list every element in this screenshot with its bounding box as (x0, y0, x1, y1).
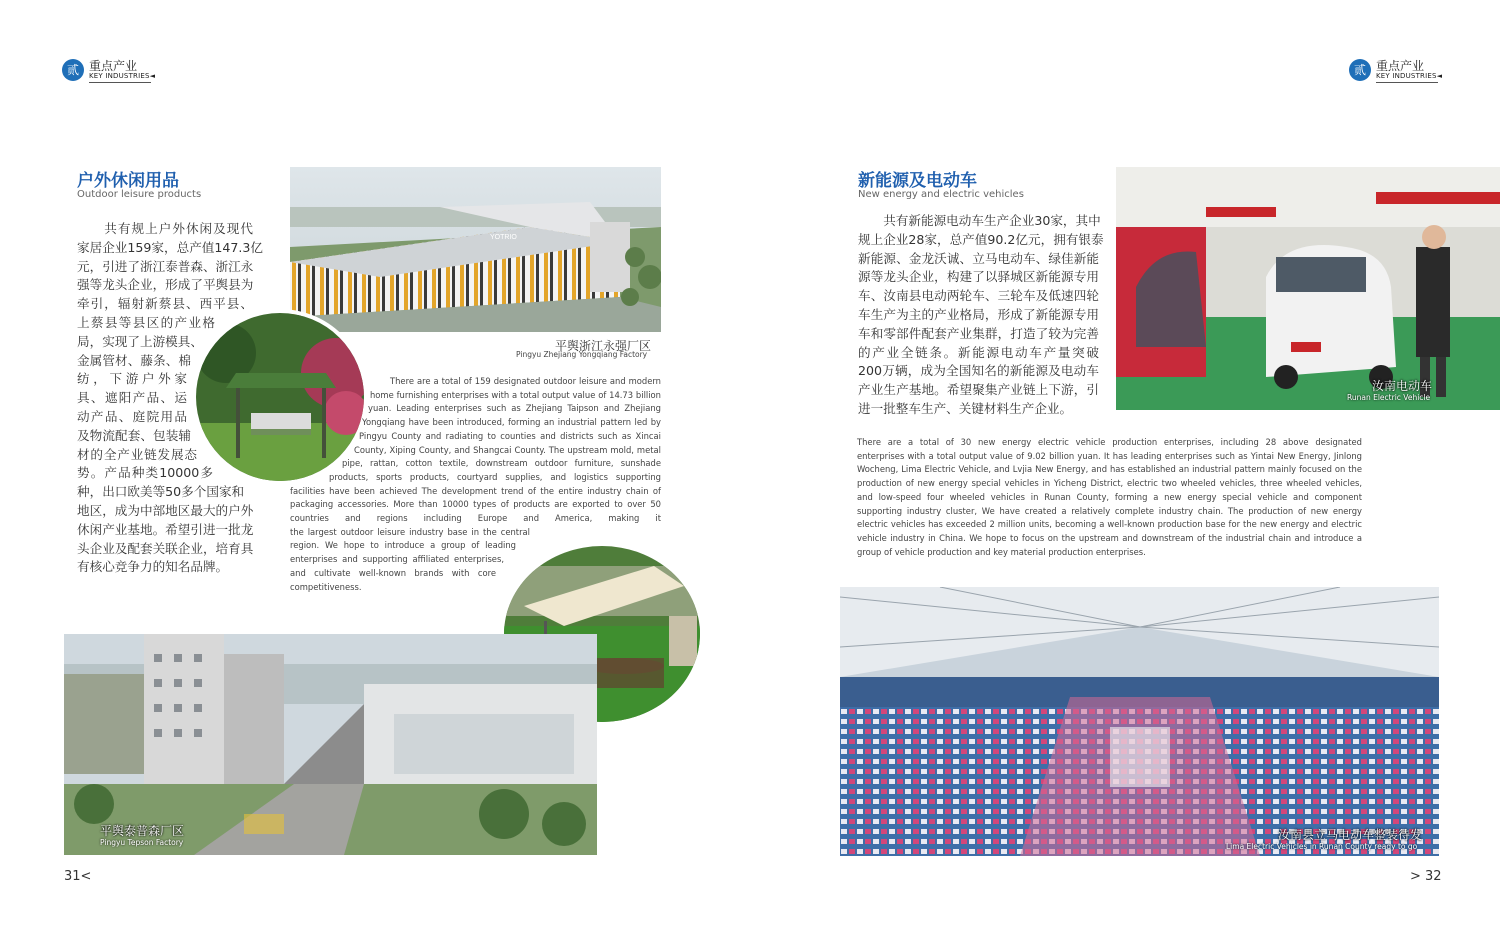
outdoor-chinese-line: 强等龙头企业，形成了平舆县为 (77, 277, 254, 293)
ev-english-line: Wocheng, Lima Electric Vehicle, and Lvjia New Energy, and has established an industrial pattern mainly focused on the (857, 464, 1362, 475)
ev-chinese-line: 200万辆，成为全国知名的新能源及电动车 (858, 363, 1099, 379)
ev-english-line: production of new energy special vehicles in Yicheng District, electric two wheeled vehicles, three wheeled vehicles, (857, 478, 1362, 489)
outdoor-chinese-line: 局，实现了上游模具、 (77, 333, 203, 349)
outdoor-chinese-line: 元，引进了浙江泰普森、浙江永 (77, 258, 254, 274)
runan-ev-image (1116, 167, 1500, 410)
caption-runan-ev-en: Runan Electric Vehicle (1347, 393, 1431, 402)
ev-chinese-line: 源等龙头企业，构建了以驿城区新能源专用 (858, 269, 1099, 285)
outdoor-chinese-line: 及物流配套、包装辅 (77, 427, 191, 443)
caption-tepson-en: Pingyu Tepson Factory (100, 838, 184, 847)
section-subtitle-outdoor: Outdoor leisure products (77, 189, 202, 200)
outdoor-chinese-line: 材的全产业链发展态 (77, 446, 197, 462)
ev-english-line: enterprises with a total output value of 9.02 billion yuan. It has leading enterprises such as Yintai New Energy, Jinlong (857, 450, 1362, 461)
page-number-right: > 32 (1410, 869, 1442, 884)
ev-chinese-line: 车生产为主的产业格局，形成了新能源专用 (858, 306, 1099, 322)
outdoor-chinese-line: 头企业及配套关联企业，培育具 (77, 540, 254, 556)
outdoor-english-line: home furnishing enterprises with a total output value of 14.73 billion (370, 389, 661, 400)
outdoor-chinese-line: 金属管材、藤条、棉 (77, 352, 191, 368)
ev-chinese-line: 车、汝南县电动两轮车、三轮车及低速四轮 (858, 288, 1099, 304)
outdoor-chinese-line: 地区，成为中部地区最大的户外 (77, 502, 254, 518)
header-subtitle-right: KEY INDUSTRIES◄ (1376, 72, 1443, 80)
caption-yongqiang-zh: 平舆浙江永强厂区 (555, 339, 652, 353)
photo-lima-factory (840, 587, 1439, 856)
caption-yongqiang-en: Pingyu Zhejiang Yongqiang Factory (516, 350, 648, 359)
section-subtitle-ev: New energy and electric vehicles (858, 189, 1024, 200)
ev-chinese-line: 车和零部件配套产业集群，打造了较为完善 (858, 325, 1099, 341)
outdoor-chinese-line: 牵引，辐射新蔡县、西平县、 (77, 296, 253, 312)
outdoor-english-line: enterprises and supporting affiliated enterprises, (290, 554, 504, 565)
lima-factory-image (840, 587, 1439, 856)
factory-aerial-image (290, 167, 661, 332)
ev-english-line: electric vehicles has exceeded 2 million units, becoming a well-known production base for the new energy and electric (857, 519, 1362, 530)
outdoor-english-line: There are a total of 159 designated outdoor leisure and modern (390, 376, 661, 386)
outdoor-english-line: packaging accessories. More than 10000 types of products are exported to over 50 (290, 499, 661, 510)
outdoor-chinese-line: 上蔡县等县区的产业格 (77, 314, 215, 330)
ev-chinese-paragraph (858, 212, 1104, 419)
outdoor-chinese-line: 种，出口欧美等50多个国家和 (77, 484, 245, 500)
ev-chinese-line: 产业生产基地。希望聚集产业链上下游，引 (858, 382, 1099, 398)
outdoor-english-line: and cultivate well-known brands with core (290, 567, 496, 578)
factory-sign-text: YOTRIO (490, 234, 517, 241)
ev-english-line: supporting industry cluster, We have created a relatively complete industry chain. The production of new energy (857, 505, 1362, 516)
outdoor-english-line: yuan. Leading enterprises such as Zhejiang Taipson and Zhejiang (368, 403, 661, 414)
photo-yongqiang-factory (290, 167, 661, 332)
caption-runan-ev-zh: 汝南电动车 (1372, 379, 1433, 393)
outdoor-english-line: the largest outdoor leisure industry base in the central (290, 526, 530, 537)
header-subtitle: KEY INDUSTRIES◄ (89, 72, 156, 80)
outdoor-chinese-line: 共有规上户外休闲及现代 (77, 221, 253, 236)
photo-runan-ev (1116, 167, 1500, 410)
header-underline (89, 82, 151, 83)
header-badge: 贰 (62, 59, 84, 81)
section-title-outdoor: 户外休闲用品 (77, 171, 179, 191)
outdoor-chinese-line: 休闲产业基地。希望引进一批龙 (77, 521, 254, 537)
header-title: 重点产业 (89, 59, 138, 73)
ev-english-line: vehicle industry in China. We hope to focus on the upstream and downstream of the industrial chain and introduce a (857, 532, 1362, 543)
outdoor-english-line: pipe, rattan, cotton textile, downstream outdoor furniture, sunshade (342, 458, 661, 469)
outdoor-english-line: Yongqiang have been introduced, forming an industrial pattern led by (362, 417, 661, 428)
ev-english-paragraph (857, 436, 1362, 559)
outdoor-english-line: County, Xiping County, and Shangcai County. The upstream mold, metal (354, 444, 661, 455)
page-number-left: 31< (64, 869, 92, 884)
ev-english-line: There are a total of 30 new energy electric vehicle production enterprises, including 28 above designated (857, 437, 1362, 447)
ev-chinese-line: 新能源、金龙沃诚、立马电动车、绿佳新能 (858, 250, 1099, 266)
ev-english-line: group of vehicle production and key material production enterprises. (857, 546, 1146, 557)
outdoor-chinese-line: 具、遮阳产品、运 (77, 390, 187, 406)
ev-chinese-line: 的产业全链条。新能源电动车产量突破 (858, 344, 1099, 360)
header-underline-right (1376, 82, 1438, 83)
caption-lima-zh: 汝南县立马电动车整装待发 (1278, 828, 1423, 842)
outdoor-english-line: Pingyu County and radiating to counties and districts such as Xincai (359, 430, 661, 441)
outdoor-english-line: products, sports products, courtyard supplies, and logistics supporting (329, 471, 661, 482)
ev-chinese-line: 进一批整车生产、关键材料生产企业。 (858, 400, 1073, 416)
outdoor-english-line: facilities have been achieved The development trend of the entire industry chain of (290, 485, 661, 496)
header-title-right: 重点产业 (1376, 59, 1425, 73)
outdoor-english-line: competitiveness. (290, 581, 362, 592)
outdoor-chinese-line: 势。产品种类10000多 (77, 465, 213, 481)
outdoor-chinese-line: 纺，下游户外家 (77, 371, 187, 387)
outdoor-chinese-line: 有核心竞争力的知名品牌。 (77, 559, 229, 575)
caption-lima-en: Lima Electric Vehicles in Runan County ready to go (1226, 842, 1418, 851)
outdoor-chinese-line: 动产品、庭院用品 (77, 408, 187, 424)
header-badge-right: 贰 (1349, 59, 1371, 81)
outdoor-english-line: countries and regions including Europe and America, making it (290, 513, 661, 524)
caption-tepson-zh: 平舆泰普森厂区 (100, 824, 185, 838)
ev-chinese-line: 共有新能源电动车生产企业30家，其中 (858, 213, 1101, 228)
ev-chinese-line: 规上企业28家，总产值90.2亿元，拥有银泰 (858, 231, 1104, 247)
outdoor-english-line: region. We hope to introduce a group of leading (290, 540, 516, 551)
outdoor-chinese-line: 家居企业159家，总产值147.3亿 (77, 239, 264, 255)
ev-english-line: and low-speed four wheeled vehicles in Runan County, forming a new energy special vehicle and component (857, 491, 1362, 502)
section-title-ev: 新能源及电动车 (858, 171, 977, 191)
